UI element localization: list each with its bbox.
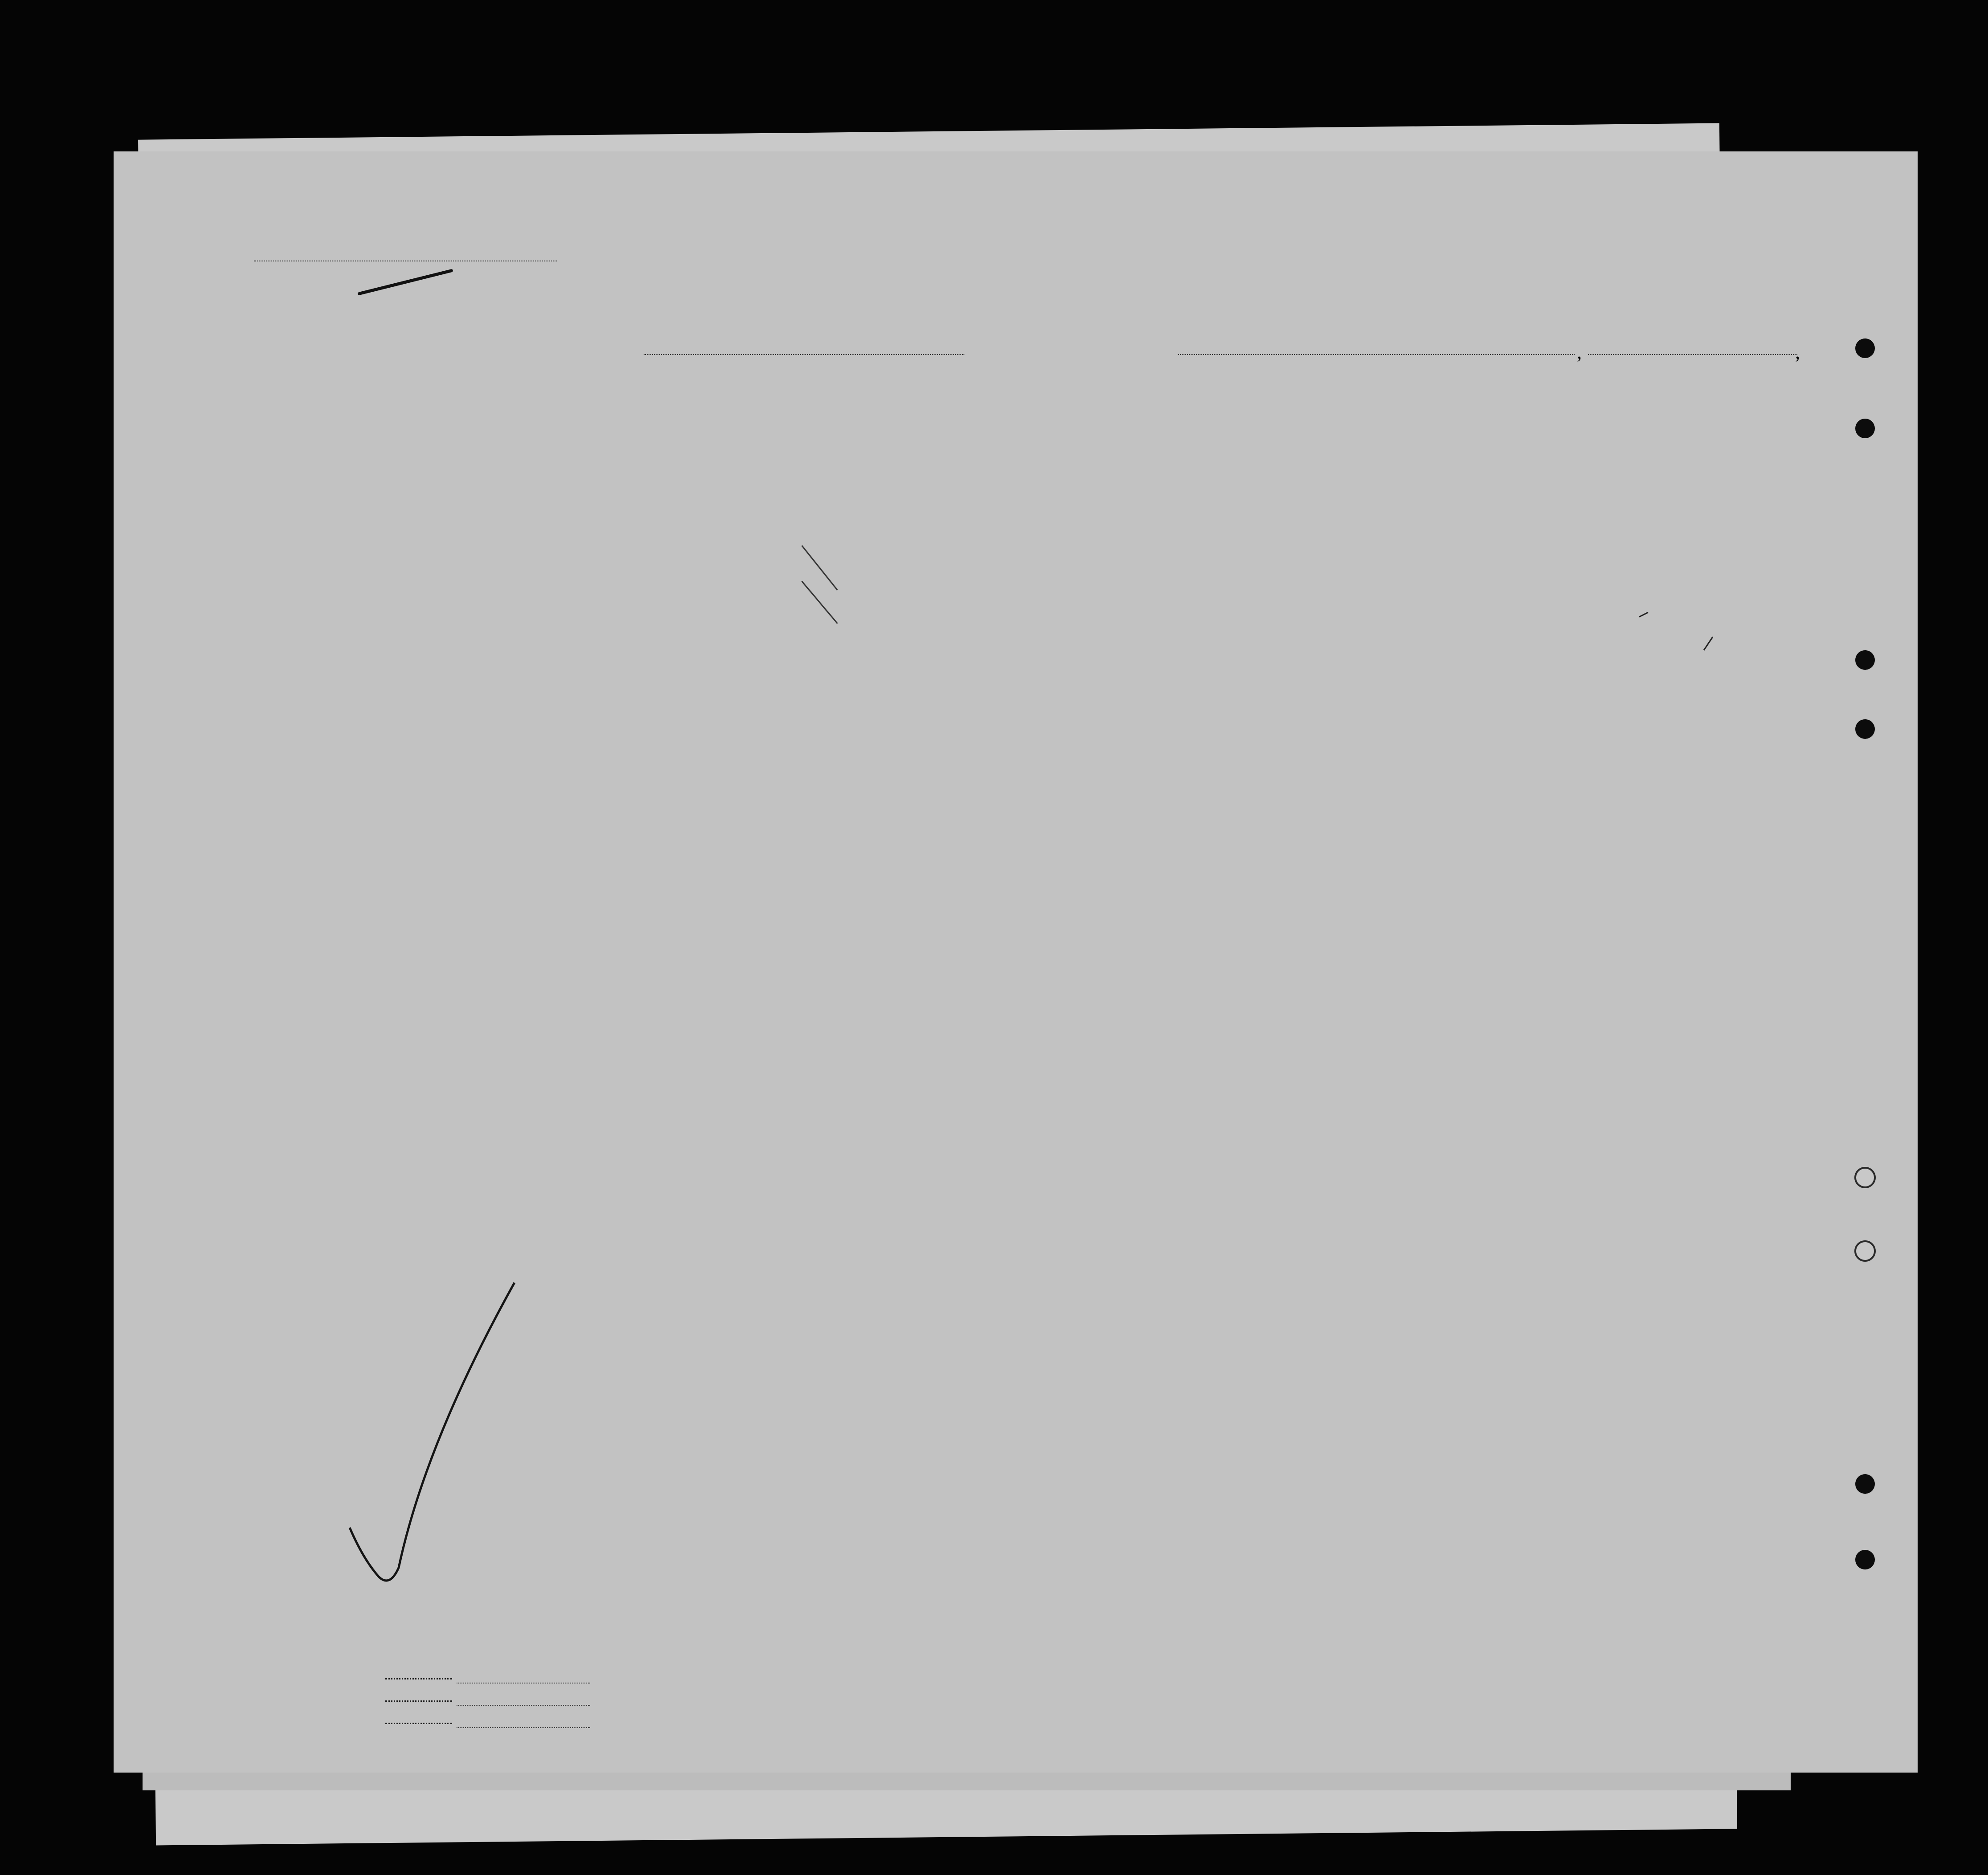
comma: , — [1577, 341, 1582, 363]
comma: , — [1795, 341, 1800, 363]
manifest-page — [114, 151, 1918, 1773]
binder-hole — [1855, 1474, 1875, 1494]
check-mark-stroke — [350, 1283, 514, 1581]
binder-hole — [1855, 719, 1875, 739]
binder-hole — [1855, 650, 1875, 670]
pen-check-mark — [114, 151, 1918, 1773]
dotted-leader — [385, 1700, 452, 1702]
blank-field-line — [457, 1705, 590, 1706]
binder-hole — [1855, 338, 1875, 358]
binder-hole — [1854, 1167, 1876, 1188]
binder-hole — [1855, 419, 1875, 438]
blank-field-line — [457, 1727, 590, 1728]
tick-mark — [1704, 637, 1713, 650]
dotted-leader — [385, 1723, 452, 1724]
tick-mark — [1639, 612, 1648, 617]
binder-hole — [1854, 1240, 1876, 1262]
tick-mark — [802, 581, 837, 624]
tick-mark — [802, 546, 837, 590]
binder-hole — [1855, 1550, 1875, 1569]
dotted-leader — [385, 1678, 452, 1679]
